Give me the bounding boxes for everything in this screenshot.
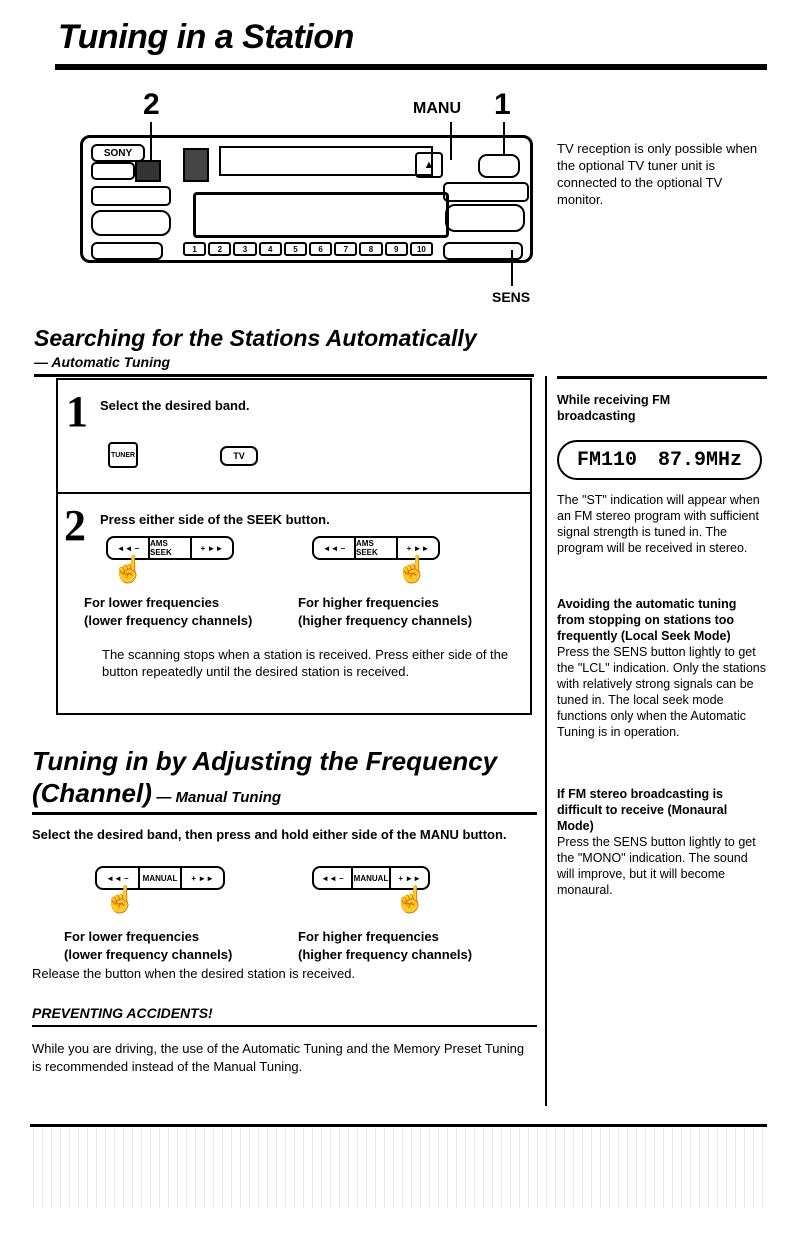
car-stereo-unit: [80, 135, 533, 263]
preset-button-6[interactable]: 6: [309, 242, 332, 256]
seek-plus: + ►►: [406, 543, 430, 553]
page-title: Tuning in a Station: [58, 18, 354, 56]
seek-label: AMS SEEK: [356, 538, 398, 558]
section1-subheading: — Automatic Tuning: [34, 354, 171, 370]
tv-button-illustration: TV: [220, 446, 258, 466]
display-button[interactable]: [183, 148, 209, 182]
sidebar-avoid-heading: Avoiding the automatic tuning from stopping on stations too frequently (Local Seek Mode): [557, 597, 737, 643]
sidebar-mono-text: Press the SENS button lightly to get the "MONO" indication. The sound will improve, but it will become monaural.: [557, 835, 756, 897]
manu-right-illustration: ◄◄ – MANUAL + ►►: [312, 866, 430, 890]
step2-description: The scanning stops when a station is received. Press either side of the button repeatedly until the desired station is received.: [102, 647, 509, 679]
display-window: [193, 192, 449, 238]
sens-button-group[interactable]: [443, 242, 523, 260]
seek-label: AMS SEEK: [150, 538, 192, 558]
seek-plus: + ►►: [200, 543, 224, 553]
manu-button[interactable]: [478, 154, 520, 178]
step1-number: 1: [66, 387, 88, 436]
preset-button-9[interactable]: 9: [385, 242, 408, 256]
callout-sens: SENS: [492, 289, 531, 305]
preset-button-3[interactable]: 3: [233, 242, 256, 256]
hand-pointer-icon: ☝: [394, 884, 427, 914]
mode-control[interactable]: [445, 204, 525, 232]
preset-button-10[interactable]: 10: [410, 242, 433, 256]
volume-control[interactable]: [91, 210, 171, 236]
cassette-slot: [219, 146, 433, 176]
section1-heading: Searching for the Stations Automatically: [34, 325, 477, 351]
section2-instruction: Select the desired band, then press and hold either side of the MANU button.: [32, 827, 507, 842]
step-divider: [58, 492, 530, 494]
step2-number: 2: [64, 501, 86, 550]
lcd-band: FM110: [577, 448, 638, 472]
sidebar-fm-text: The "ST" indication will appear when an FM stereo program with sufficient signal strength is tuned in. The program will be received in stereo.: [557, 493, 760, 555]
warning-rule: [32, 1025, 537, 1027]
tv-note: TV reception is only possible when the optional TV tuner unit is connected to the optional TV monitor.: [557, 141, 758, 207]
right-seek-button[interactable]: [443, 182, 529, 202]
section2-heading-line2: (Channel) — Manual Tuning: [32, 778, 282, 808]
preset-button-4[interactable]: 4: [259, 242, 282, 256]
manu-higher-label: For higher frequencies (higher frequency channels): [298, 929, 473, 962]
preset-button-1[interactable]: 1: [183, 242, 206, 256]
callout-1: 1: [494, 88, 511, 121]
preset-button-7[interactable]: 7: [334, 242, 357, 256]
seek-minus: ◄◄ –: [314, 538, 356, 558]
sidebar-fm-heading: While receiving FM broadcasting: [557, 393, 671, 423]
section2-heading-line1: Tuning in by Adjusting the Frequency: [32, 746, 498, 776]
release-text: Release the button when the desired station is received.: [32, 966, 356, 981]
sidebar-mono-heading: If FM stereo broadcasting is difficult to receive (Monaural Mode): [557, 787, 728, 833]
left-function-buttons[interactable]: [91, 242, 163, 260]
brand-logo: SONY: [91, 144, 145, 162]
step2-text: Press either side of the SEEK button.: [100, 512, 330, 527]
hand-pointer-icon: ☝: [104, 884, 137, 914]
preset-button-2[interactable]: 2: [208, 242, 231, 256]
power-button[interactable]: [91, 162, 135, 180]
hand-pointer-icon: ☝: [396, 554, 429, 584]
footer-rule: [30, 1124, 767, 1127]
manu-lower-label: For lower frequencies (lower frequency channels): [64, 929, 233, 962]
eject-button[interactable]: ▲: [415, 152, 443, 178]
tuner-button[interactable]: [135, 160, 161, 182]
tuner-button-illustration: TUNER: [108, 442, 138, 468]
section1-rule: [34, 374, 534, 377]
sidebar-divider: [545, 376, 547, 1106]
footer-noise: [30, 1128, 767, 1208]
callout-2: 2: [143, 88, 160, 121]
preset-button-8[interactable]: 8: [359, 242, 382, 256]
step1-text: Select the desired band.: [100, 398, 250, 413]
sidebar-avoid-text: Press the SENS button lightly to get the "LCL" indication. Only the stations with relatively strong signals can be tuned in. The local seek mode functions only when the Automatic Tuning is in operation.: [557, 645, 766, 739]
warning-text: While you are driving, the use of the Automatic Tuning and the Memory Preset Tuning is recommended instead of the Manual Tuning.: [32, 1041, 525, 1074]
hand-pointer-icon: ☝: [112, 554, 145, 584]
preset-buttons-row: [183, 242, 433, 256]
warning-heading: PREVENTING ACCIDENTS!: [32, 1005, 213, 1021]
section2-rule: [32, 812, 537, 815]
sidebar-rule: [557, 376, 767, 379]
preset-button-5[interactable]: 5: [284, 242, 307, 256]
step2-lower-label: For lower frequencies (lower frequency channels): [84, 595, 253, 628]
step2-higher-label: For higher frequencies (higher frequency channels): [298, 595, 473, 628]
manu-left-illustration: ◄◄ – MANUAL + ►►: [95, 866, 225, 890]
callout-manu: MANU: [413, 100, 461, 117]
steps-box: [56, 378, 532, 715]
title-rule: [55, 64, 767, 70]
seek-button[interactable]: [91, 186, 171, 206]
fm-display: [557, 440, 762, 480]
lcd-frequency: 87.9MHz: [657, 448, 742, 472]
seek-minus: ◄◄ –: [108, 538, 150, 558]
